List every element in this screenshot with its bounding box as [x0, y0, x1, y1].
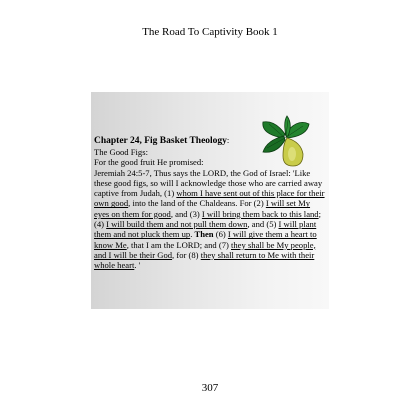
- promise-6: I will give them a heart to know Me: [94, 229, 317, 250]
- page-number: 307: [201, 382, 219, 394]
- chapter-panel: [91, 92, 329, 309]
- promise-2: I will set My eyes on them for good: [94, 198, 311, 219]
- chapter-subheading: The Good Figs:: [94, 147, 148, 157]
- page-header: The Road To Captivity Book 1: [142, 26, 278, 38]
- promise-4: I will build them and not pull them down: [106, 219, 248, 230]
- chapter-heading: Chapter 24, Fig Basket Theology:: [94, 135, 230, 146]
- promise-7: they shall be My people, and I will be their God: [94, 239, 316, 260]
- chapter-text: [94, 135, 326, 271]
- scripture-passage: Jeremiah 24:5-7, Thus says the LORD, the God of Israel: 'Like these good figs, so will I acknowledge those who are carried away captive from Judah, (1) whom I have sent out of this place for their own good, into the land of the Chaldeans. For (2) I will set My eyes on them for good, and (3) I will bring them back to this land; (4) I will build them and not pull them down, and (5) I will plant them and not pluck them up. Then (6) I will give them a heart to know Me, that I am the LORD; and (7) they shall be My people, and I will be their God, for (8) they shall return to Me with their whole heart. ': [94, 167, 325, 271]
- then-word: Then: [194, 229, 214, 240]
- chapter-intro: For the good fruit He promised:: [94, 157, 204, 168]
- promise-5: I will plant them and not pluck them up: [94, 219, 317, 240]
- promise-1: whom I have sent out of this place for their own good: [94, 188, 325, 209]
- promise-8: they shall return to Me with their whole heart: [94, 249, 315, 271]
- promise-3: I will bring them back to this land: [201, 208, 319, 219]
